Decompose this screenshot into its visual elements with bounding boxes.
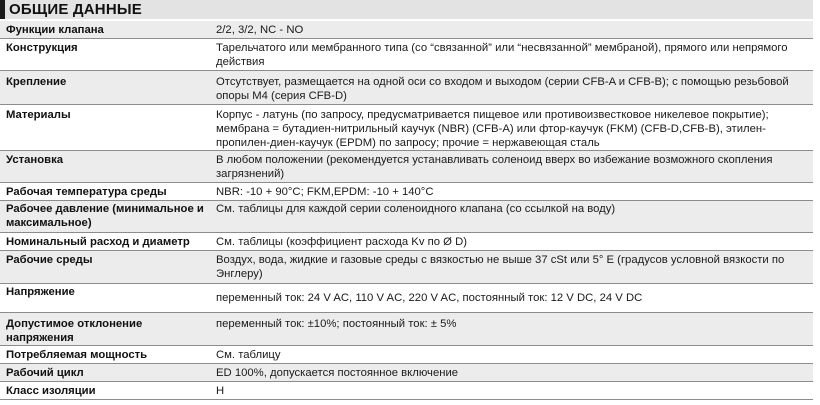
table-row xyxy=(0,183,813,201)
row-value: См. таблицы для каждой серии соленоидного клапана (со ссылкой на воду) xyxy=(216,203,616,215)
row-label: Установка xyxy=(6,154,64,166)
table-row xyxy=(0,105,813,151)
row-value: Тарельчатого или мембранного типа (со “связанной” или “несвязанной” мембраной), прямого или непрямого действия xyxy=(216,42,788,68)
row-label: Рабочие среды xyxy=(6,254,93,266)
row-value: переменный ток: ±10%; постоянный ток: ± 5% xyxy=(216,318,457,330)
row-label: Рабочий цикл xyxy=(6,367,84,379)
table-row xyxy=(0,39,813,71)
section-title-bar xyxy=(0,0,813,19)
row-label: Материалы xyxy=(6,109,71,121)
row-label: Рабочая температура среды xyxy=(6,186,167,198)
row-value: См. таблицу xyxy=(216,349,281,361)
table-row xyxy=(0,201,813,233)
table-row xyxy=(0,364,813,382)
row-value: 2/2, 3/2, NC - NO xyxy=(216,24,304,36)
row-value: ED 100%, допускается постоянное включение xyxy=(216,367,459,379)
row-label: Напряжение xyxy=(6,286,75,298)
row-label: Рабочее давление (минимальное и максимальное) xyxy=(6,203,204,229)
table-row xyxy=(0,313,813,346)
table-row xyxy=(0,21,813,39)
row-value: В любом положении (рекомендуется устанавливать соленоид вверх во избежание возможного скопления загрязнений) xyxy=(216,154,773,180)
table-row xyxy=(0,233,813,251)
row-value: H xyxy=(216,385,225,397)
section-title: ОБЩИЕ ДАННЫЕ xyxy=(9,1,142,18)
table-row xyxy=(0,71,813,105)
table-row xyxy=(0,251,813,284)
row-label: Потребляемая мощность xyxy=(6,349,148,361)
row-label: Класс изоляции xyxy=(6,385,96,397)
row-label: Крепление xyxy=(6,76,67,88)
row-label: Номинальный расход и диаметр xyxy=(6,236,190,248)
row-value: Корпус - латунь (по запросу, предусматривается пищевое или противоизвестковое никелевое покрытие); мембрана = бутадиен-нитрильный каучук (NBR) (CFB-A) или фтор-каучук (FKM) (CFB-D,CFB-B), этилен-пропилен-диен-каучук (EPDM) по запросу; прочие = нержавеющая сталь xyxy=(216,109,769,149)
row-label: Конструкция xyxy=(6,42,78,54)
row-value: См. таблицы (коэффициент расхода Kv по Ø D) xyxy=(216,236,468,248)
row-value: Воздух, вода, жидкие и газовые среды с вязкостью не выше 37 cSt или 5° E (градусов условной вязкости по Энглеру) xyxy=(216,254,785,280)
table-row xyxy=(0,382,813,400)
row-label: Функции клапана xyxy=(6,24,104,36)
row-label: Допустимое отклонение напряжения xyxy=(6,318,143,344)
table-row xyxy=(0,151,813,183)
row-value: переменный ток: 24 V AC, 110 V AC, 220 V AC, постоянный ток: 12 V DC, 24 V DC xyxy=(216,292,643,304)
table-row xyxy=(0,346,813,364)
row-value: NBR: -10 + 90°C; FKM,EPDM: -10 + 140°C xyxy=(216,186,434,198)
row-value: Отсутствует, размещается на одной оси со входом и выходом (серии CFB-A и CFB-B); с помощью резьбовой опоры М4 (серия CFB-D) xyxy=(216,76,789,102)
table-row xyxy=(0,284,813,313)
